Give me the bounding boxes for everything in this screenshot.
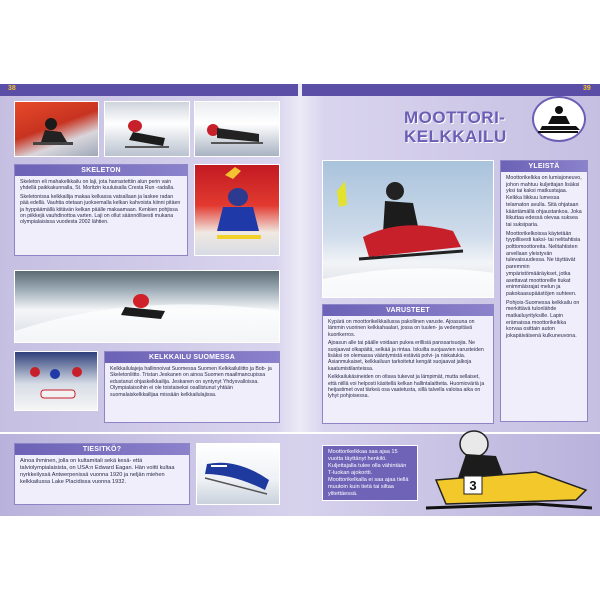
athlete-illustration-2 (105, 102, 190, 157)
athlete-illustration-1 (15, 102, 99, 157)
skeleton-photo-3 (194, 101, 280, 157)
skeleton-paragraph-1: Skeleton eli mahakelkkailu on laji, jota harrastettiin alun perin vain yhdellä paikkakunnalla, St. Moritzin kuuluisalla Cresta Run -radalla. (20, 179, 175, 192)
age-limit-text: Moottorikelkkaa saa ajaa 15 vuotta täyttänyt henkilö. Kuljettajalla tulee olla vähintään T-luokan ajokortti. Moottorikelkalla ei saa ajaa tiellä muutoin kuin tietä tai siltaa ylitettäessä. (328, 449, 409, 497)
general-section (500, 160, 588, 422)
right-page-number: 39 (583, 85, 591, 92)
ice-track-photo (14, 270, 280, 343)
skeleton-photo-1 (14, 101, 99, 157)
snowmobile-rider-icon (534, 98, 584, 140)
snowmobile-logo (532, 96, 586, 142)
racing-snowmobile-photo (416, 420, 596, 516)
right-top-bar (302, 84, 600, 96)
bobsleigh-photo (196, 443, 280, 505)
bobsleigh-team-photo (14, 351, 98, 411)
general-text-1: Moottorikelkka on lumiajoneuvo, johon mahtuu kuljettajan lisäksi yksi tai kaksi matkustajaa. Kelkka liikkuu lumessa telamaton avulla. Sitä ohjataan kääntämällä ohjaustankoa. Joka liikuttaa edessä olevaa suksea tai suksiparia. (506, 175, 582, 228)
general-heading: YLEISTÄ (501, 161, 587, 172)
did-you-know-text: Ainoa ihminen, jolla on kultamitali sekä kesä- että talviolympialaisista, on USA:n Edward Eagan. Hän voitti kultaa nyrkkeilyssä Antwerpenissä vuonna 1920 ja neljän miehen kelkkailussa Lake Placidissa vuonna 1932. (20, 458, 175, 485)
snowmobile-number: 3 (469, 478, 477, 493)
did-you-know-section (14, 443, 190, 505)
equipment-heading: VARUSTEET (323, 305, 493, 316)
bobsleigh-illustration (197, 444, 280, 505)
page-title-line-1: MOOTTORI- (404, 108, 506, 127)
equipment-paragraph-3: Kelkkailukäsineiden on oltava tukevat ja lämpimät, mutta sellaiset, että niillä voi helposti käsitellä kelkan hallintalaitteita. Huomioväriä ja heijastimet ovat tärkeä osa vaatetusta, sillä talvella valoisa aika on lyhyt pohjoisessa. (328, 374, 485, 400)
age-limit-note (322, 445, 418, 501)
skeleton-photo-2 (104, 101, 190, 157)
skeleton-section (14, 164, 188, 256)
snowmobile-jump-illustration (323, 161, 494, 298)
did-you-know-heading: TIESITKÖ? (15, 444, 189, 455)
finland-text: Kelkkailulajeja hallinnoivat Suomessa Suomen Kelkkailuliitto ja Bob- ja Skeletonliitto. Tristan Jeskanen on ainoa Suomen maailmancupissa edustanut ohjaskelkkailija. Jeskanen on syntynyt Yhdysvalloissa. Olympialaisoihin ei ole toistaiseksi osallistunut yhtään suomalaiskelkkailijaa missään kelkkailulajissa. (110, 366, 272, 398)
skeleton-paragraph-2: Skeletonissa kelkkailija makaa kelkassa vatsallaan ja laskee radan pää edellä. Vauhtia otetaan juoksemalla kelkan kahvoista kiinni pitäen ja hyppäämällä kiitävän kelkan päälle makaamaan. Kenkien pohjissa on piikkejä vauhdinottoa varten. Laji on ollut säännöllisesti mukana olympialaisissa vuodesta 2002 lähtien. (20, 193, 181, 226)
general-text-2: Moottorikelkoissa käytetään tyypillisesti kaksi- tai nelitahtisia polttomoottoreita. Nelitahtisten arvellaan yleistyvän tulevaisuudessa. Ne täyttävät paremmin ympäristömääräykset, jotka asettavat moottoreille tiukat enimmäisrajat melun ja pakokaasupäästöjen suhteen. (506, 230, 581, 297)
athlete-illustration-3 (195, 102, 280, 157)
skeleton-start-photo (194, 164, 280, 256)
racing-snowmobile-illustration (416, 420, 596, 516)
equipment-paragraph-2: Ajoasun alle tai päälle voidaan pukea erillisiä panssarisuojia. Ne suojaavat olkapäitä, selkää ja rintaa. Iskuilta suojaavien varusteiden lisäksi on olemassa vääntymistä estäviä polvi- ja niskatukia. Asianmukaiset, kelkkailuun tarkoitetut kengät suojaavat jalkoja kaatumistilanteissa. (328, 340, 484, 372)
general-text-3: Pohjois-Suomessa kelkkailu on merkittävä tulonlähde matkailuyrityksille. Lapin erämaissa moottorikelkka korvaa osittain auton jokapäiväisenä kulkuneuvona. (506, 299, 580, 340)
page-title (404, 108, 534, 146)
skeleton-heading: SKELETON (15, 165, 187, 176)
finland-heading: KELKKAILU SUOMESSA (105, 352, 279, 363)
equipment-paragraph-1: Kypärä on moottorikelkkailussa pakollinen varuste. Ajoasuna on lämmin vuorinen kelkkahaalari, jossa on tuulen- ja vedenpitävä kuorikerros. (328, 319, 475, 338)
page-title-line-2: KELKKAILU (404, 127, 507, 146)
team-illustration (15, 352, 98, 411)
track-illustration (15, 271, 280, 343)
snowmobile-jump-photo (322, 160, 494, 298)
equipment-section (322, 304, 494, 424)
left-page-number: 38 (8, 85, 16, 92)
finland-section (104, 351, 280, 423)
athlete-illustration-4 (195, 165, 280, 256)
left-top-bar (0, 84, 298, 96)
